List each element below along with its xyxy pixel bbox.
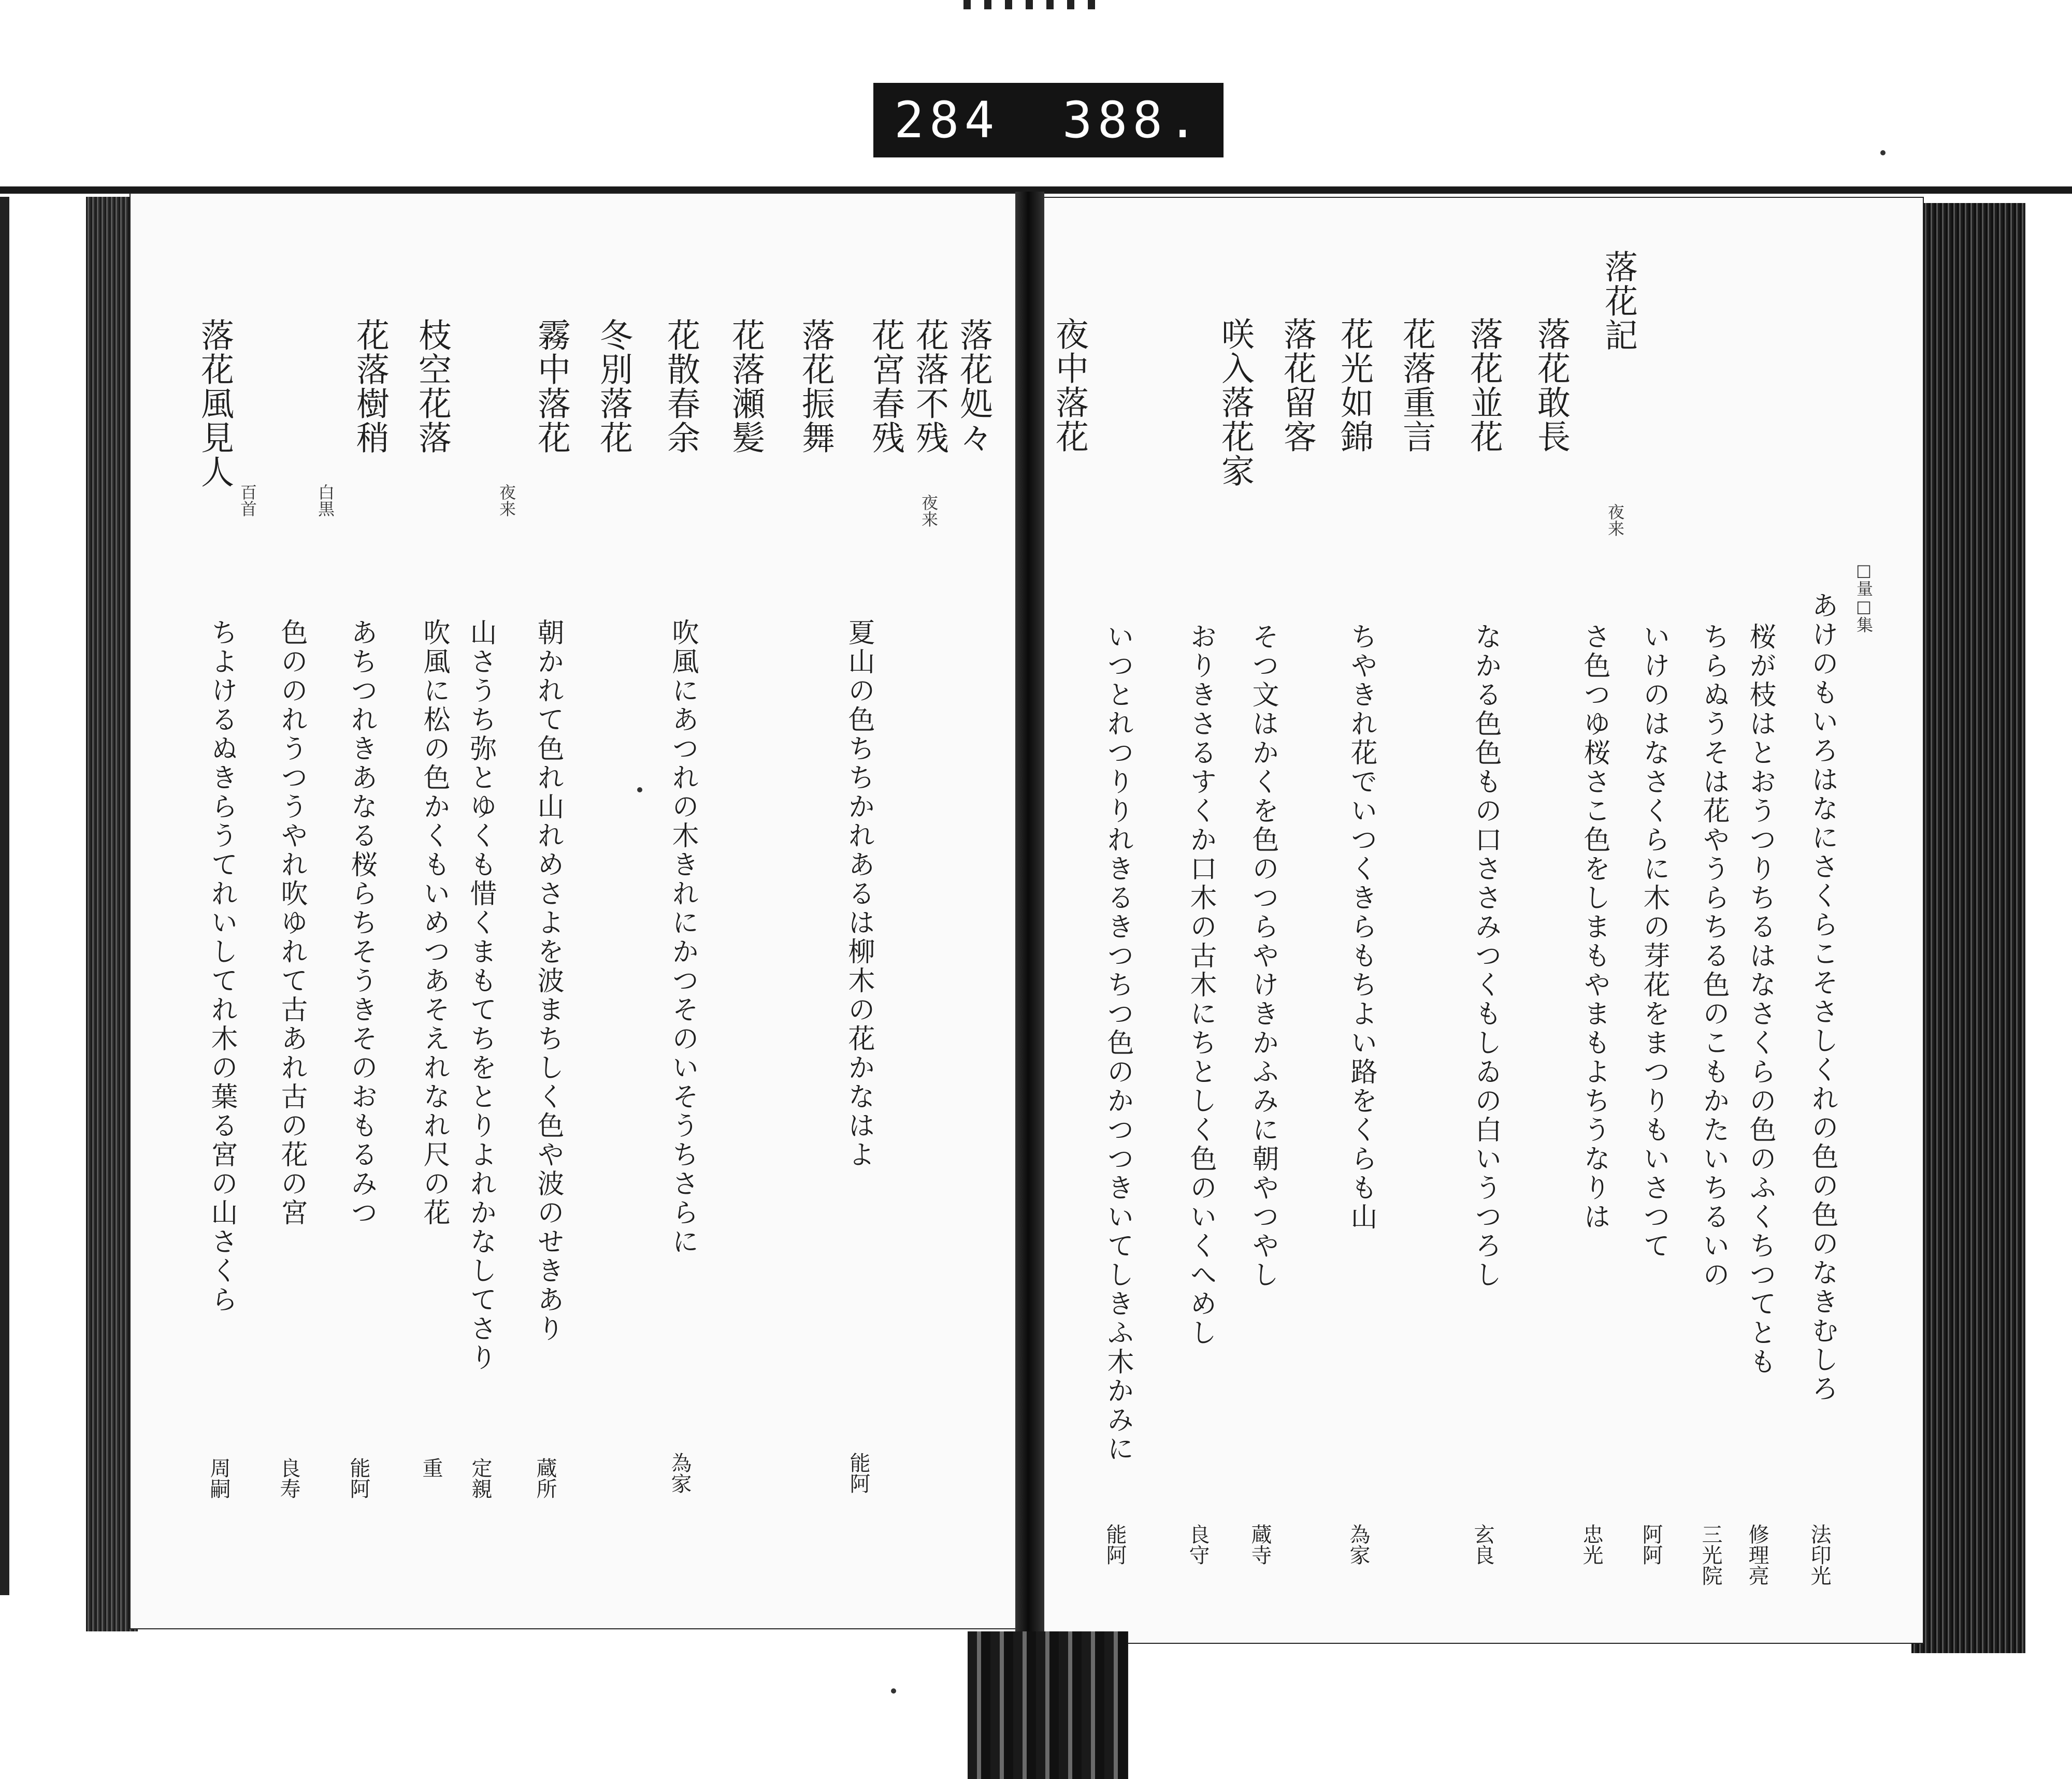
left-page — [130, 193, 1028, 1629]
left-headword-note: 夜来 — [497, 484, 516, 517]
left-poem-author: 能阿 — [347, 1457, 370, 1499]
right-page — [1031, 197, 1924, 1644]
left-poem: 夏山の色ちちかれあるは柳木の花かなはよ — [843, 618, 874, 1169]
microfilm-frame-label — [873, 83, 1224, 157]
left-headword: 落花処々 — [954, 318, 992, 455]
right-headword-note: 夜来 — [1605, 503, 1625, 537]
left-headword: 花落樹稍 — [351, 318, 389, 455]
left-poem-author: 良寿 — [277, 1457, 300, 1499]
right-poem: いけのはなさくらに木の芽花をまつりもいさつて — [1638, 623, 1670, 1261]
right-headword: 花光如錦 — [1335, 317, 1373, 454]
right-poem-author: 修理亮 — [1745, 1524, 1769, 1586]
book-gutter — [1015, 192, 1044, 1642]
right-poem-author: 良守 — [1186, 1524, 1210, 1565]
right-poem: なかる色色もの口ささみつくもしゐの白いうつろし — [1470, 623, 1501, 1290]
scanner-top-mark — [963, 0, 1109, 9]
right-headword: 花落重言 — [1397, 317, 1435, 454]
right-poem-author: 為家 — [1346, 1524, 1370, 1565]
right-poem-author: 三光院 — [1699, 1524, 1722, 1586]
right-poem: おりきさるすくか口木の古木にちとしく色のいくへめし — [1185, 623, 1216, 1348]
left-poem: 色ののれうつうやれ吹ゆれて古あれ古の花の宮 — [276, 618, 307, 1227]
right-headword: 落花敢長 — [1532, 317, 1570, 454]
left-margin-bar — [0, 197, 9, 1595]
right-header-note: □量□集 — [1854, 560, 1874, 633]
frame-number-left: 284 — [894, 91, 1000, 149]
right-poem-author: 玄良 — [1471, 1524, 1494, 1565]
stray-ink-mark — [637, 787, 642, 792]
left-headword: 冬別落花 — [594, 318, 632, 455]
right-headword: 咲入落花家 — [1216, 317, 1254, 488]
right-headword: 夜中落花 — [1050, 317, 1088, 454]
right-poem: いつとれつりりれきるきつちつ色のかつつきいてしきふ木かみに — [1102, 623, 1133, 1464]
right-poem: ちやきれ花でいつくきらもちよい路をくらも山 — [1346, 623, 1377, 1232]
left-headword-note: 夜来 — [919, 494, 939, 527]
left-headword-note: 百首 — [238, 484, 257, 517]
stray-ink-mark — [891, 1688, 896, 1694]
left-poem: 山さうち弥とゆくも惜くまもてちをとりよれかなしてさり — [465, 618, 496, 1372]
right-poem-author: 法印光 — [1807, 1524, 1831, 1586]
right-poem-author: 阿阿 — [1639, 1524, 1663, 1565]
left-poem: あちつれきあなる桜らちそうきそのおもるみつ — [346, 618, 377, 1227]
left-headword: 花落不残 — [910, 318, 948, 455]
book-gutter-foot — [968, 1631, 1128, 1779]
right-poem-author: 能阿 — [1103, 1524, 1127, 1565]
right-headword: 落花留客 — [1278, 317, 1316, 454]
left-headword: 花宮春残 — [866, 318, 904, 455]
left-poem-author: 蔵所 — [533, 1457, 557, 1499]
left-headword: 落花振舞 — [796, 318, 834, 455]
stray-ink-mark — [1880, 150, 1886, 155]
left-poem: ちよけるぬきらうてれいしてれ木の葉る宮の山さくら — [206, 618, 237, 1314]
right-poem: そつ文はかくを色のつらやけきかふみに朝やつやし — [1247, 623, 1278, 1290]
left-poem-author: 周嗣 — [207, 1457, 231, 1499]
left-headword: 花散春余 — [661, 318, 700, 455]
right-poem-author: 蔵寺 — [1248, 1524, 1272, 1565]
left-poem-author: 能阿 — [846, 1452, 870, 1494]
left-headword: 枝空花落 — [413, 318, 451, 455]
left-headword: 落花風見人 — [195, 318, 234, 489]
left-headword: 霧中落花 — [532, 318, 570, 455]
right-poem-author: 忠光 — [1579, 1524, 1603, 1565]
left-poem-author: 重 — [419, 1457, 443, 1478]
left-poem: 吹風にあつれの木きれにかつそのいそうちさらに — [667, 618, 698, 1256]
left-headword: 花落瀬髪 — [726, 318, 765, 455]
right-poem: あけのもいろはなにさくらこそさしくれの色の色のなきむしろ — [1807, 591, 1838, 1404]
left-poem-author: 為家 — [668, 1452, 692, 1494]
right-poem: ちらぬうそは花やうらちる色のこもかたいちるいの — [1698, 623, 1729, 1290]
book-edge-right — [1911, 203, 2025, 1653]
right-headword: 落花記 — [1599, 250, 1637, 352]
left-poem: 吹風に松の色かくもいめつあそえれなれ尺の花 — [419, 618, 450, 1227]
frame-number-right: 388. — [1062, 91, 1203, 149]
left-poem-author: 定親 — [468, 1457, 492, 1499]
left-headword-note: 白黒 — [315, 484, 335, 517]
left-poem: 朝かれて色れ山れめさよを波まちしく色や波のせきあり — [533, 618, 564, 1343]
right-poem: さ色つゆ桜さこ色をしまもやまもよちうなりは — [1579, 623, 1610, 1232]
right-headword: 落花並花 — [1464, 317, 1503, 454]
right-poem: 桜が枝はとおうつりちるはなさくらの色のふくちつてとも — [1745, 623, 1776, 1377]
